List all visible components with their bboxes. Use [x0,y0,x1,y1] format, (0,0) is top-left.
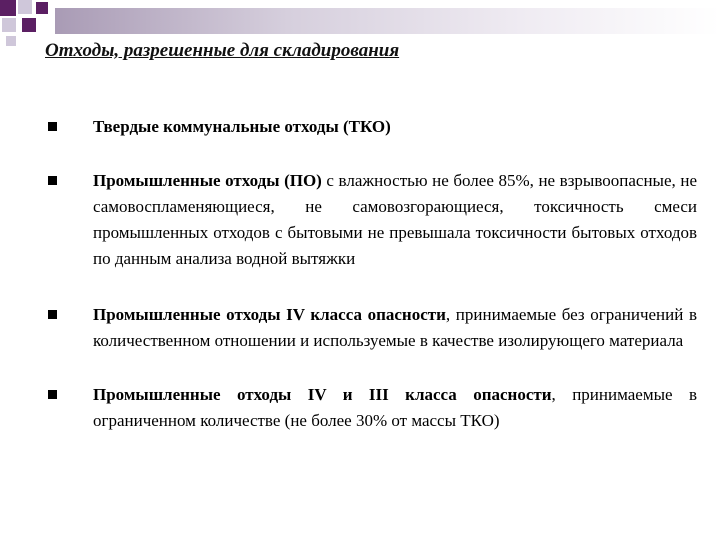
item-text: с влажностью не более 85%, не взрывоопасные, не самовоспламеняющиеся, не самовозгорающиеся, токсичность смеси промышленных отходов с бытовыми не превышала токсичности бытовых отходов по данным анализа водной вытяжки [93,171,697,268]
list-item [45,168,697,272]
corner-square [6,36,16,46]
item-text: , принимаемые без ограничений в количественном отношении и используемые в качестве изолирующего материала [93,305,697,350]
item-bold-text: Промышленные отходы IV класса опасности [93,305,446,324]
corner-square [22,18,36,32]
item-bold-text: Твердые коммунальные отходы (ТКО) [93,117,391,136]
square-bullet-icon [48,310,57,319]
list-item [45,382,697,434]
item-bold-text: Промышленные отходы (ПО) [93,171,322,190]
bullet-list [45,100,697,434]
slide-title: Отходы, разрешенные для складирования [45,40,400,61]
square-bullet-icon [48,390,57,399]
corner-square [18,0,32,14]
square-bullet-icon [48,122,57,131]
item-bold-text: Промышленные отходы IV и III класса опасности [93,385,552,404]
corner-square [2,18,16,32]
item-text: , принимаемые в ограниченном количестве (не более 30% от массы ТКО) [93,385,697,430]
corner-square [36,2,48,14]
list-item [45,302,697,354]
header-band [55,8,720,34]
square-bullet-icon [48,176,57,185]
corner-square [0,0,16,16]
list-item [45,114,697,140]
